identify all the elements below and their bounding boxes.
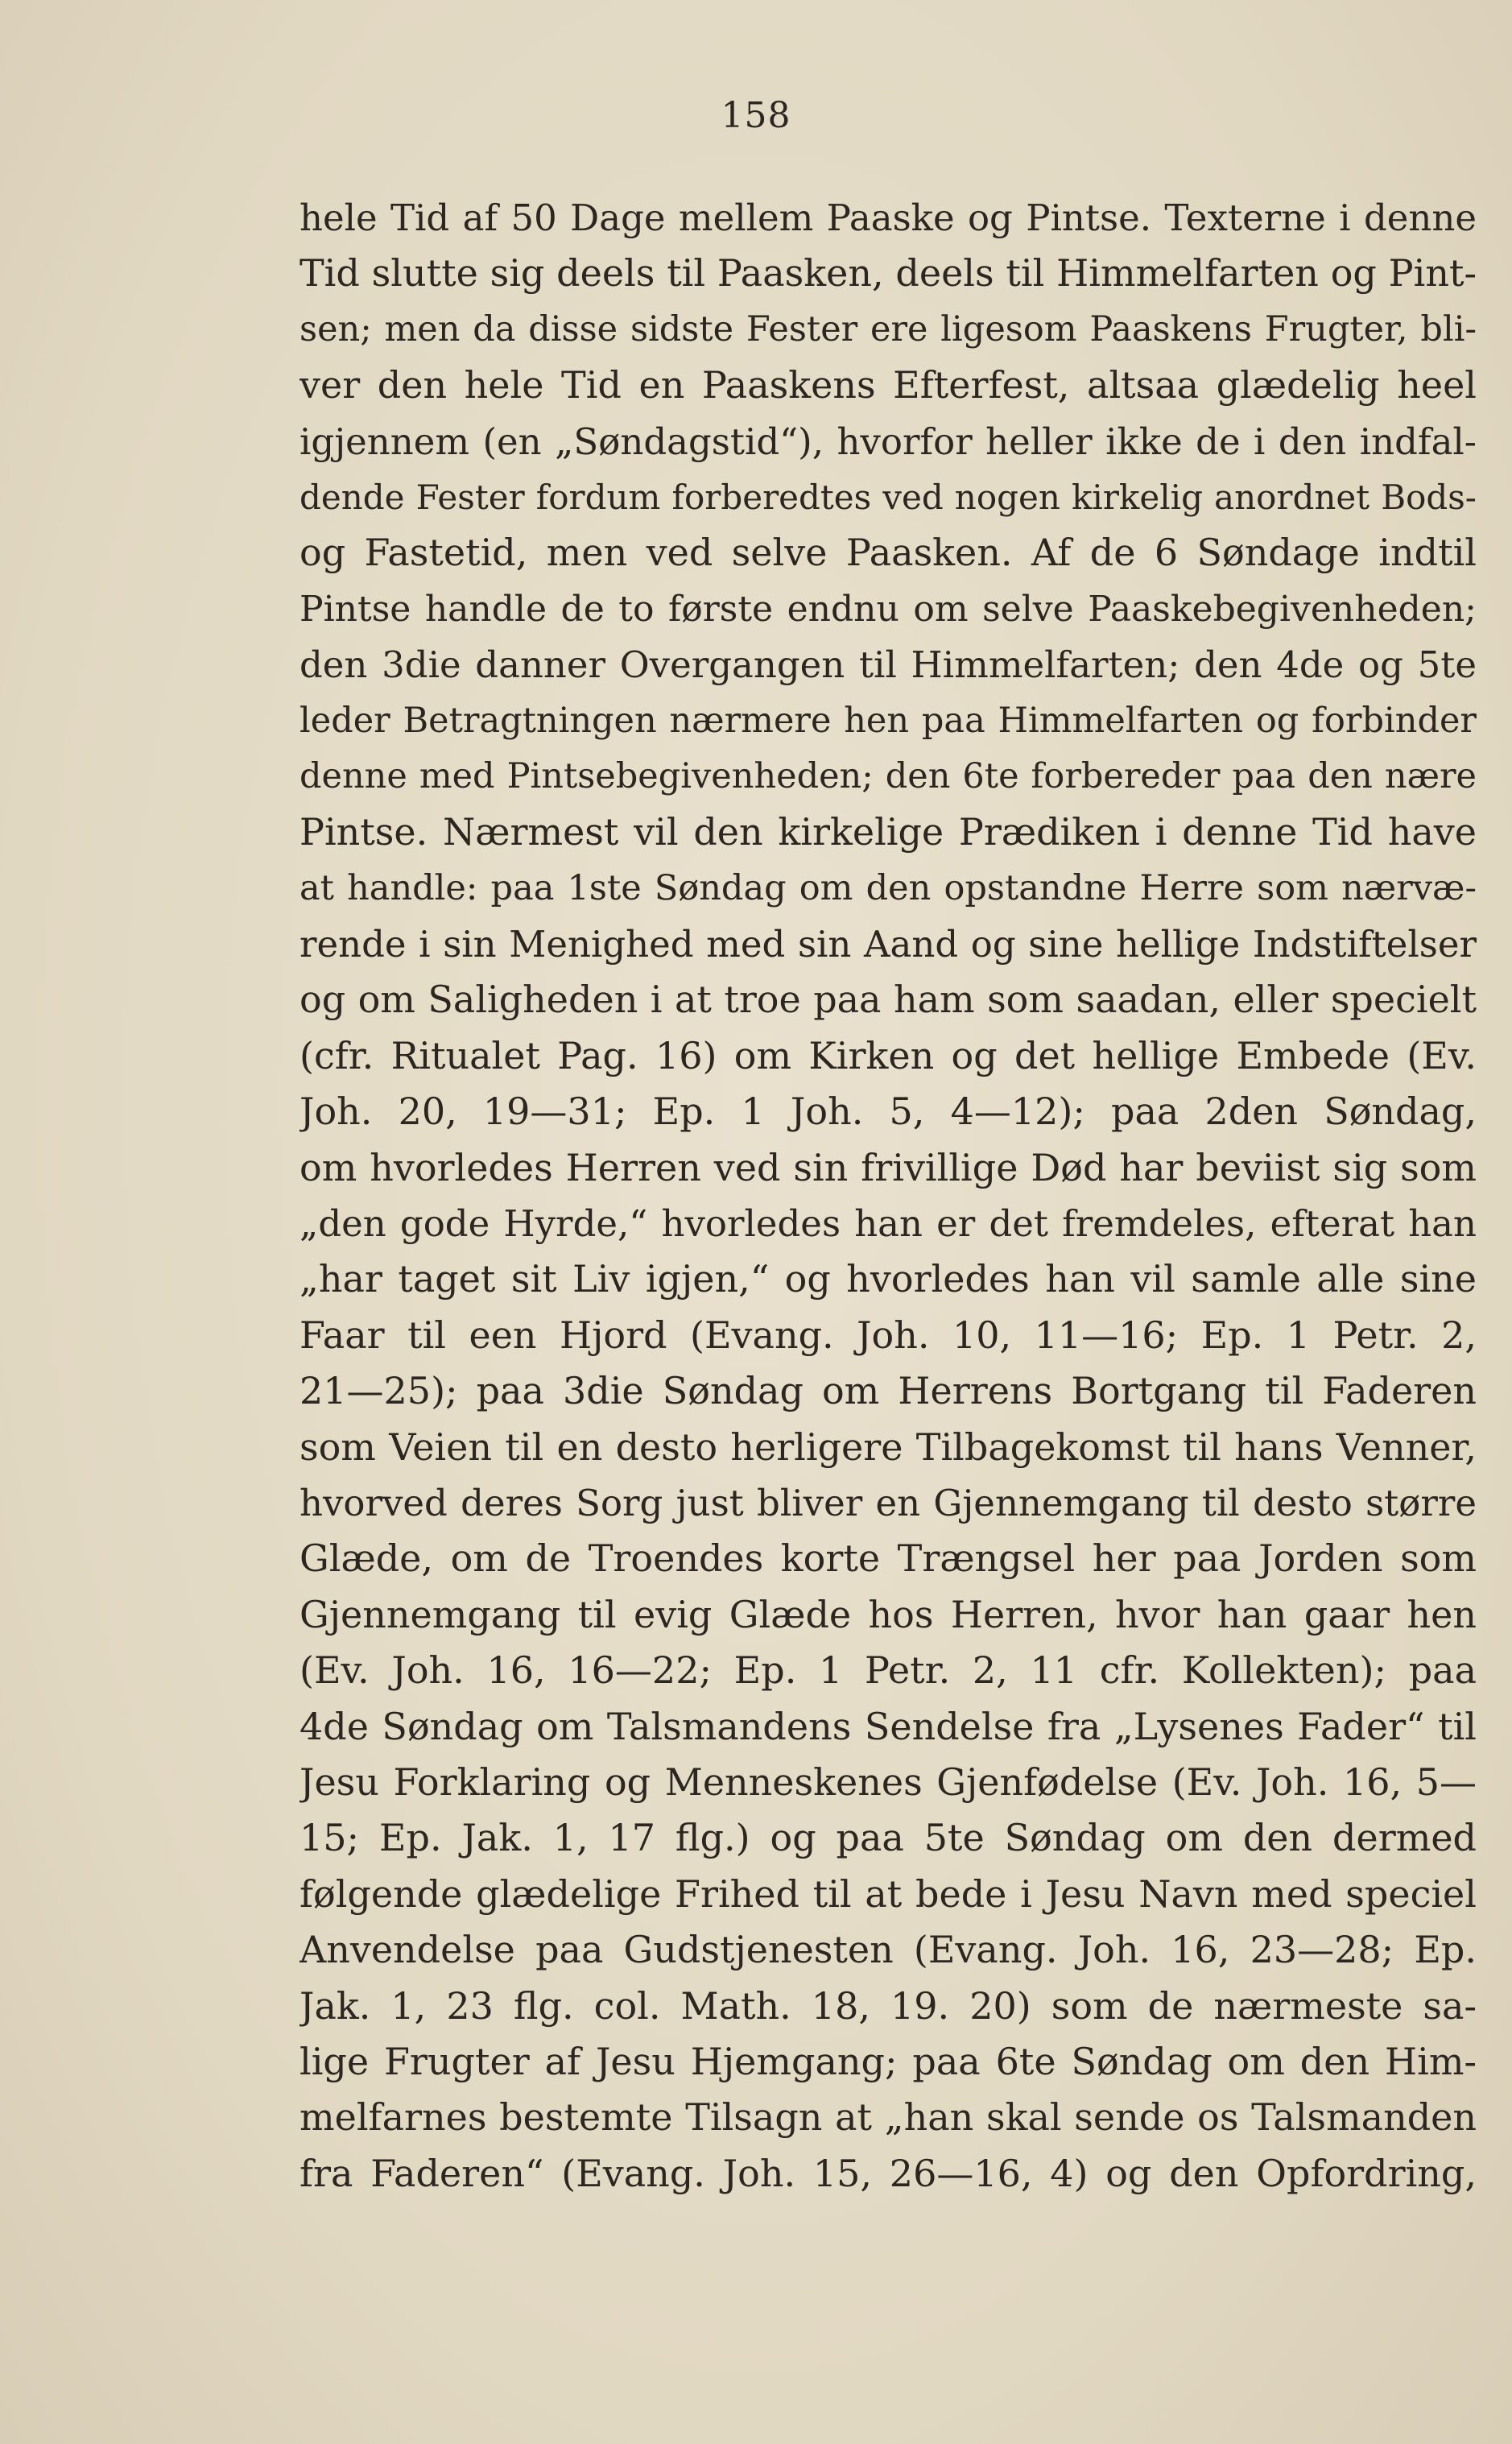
text-line: dende Fester fordum forberedtes ved nogen kirkelig anordnet Bods-	[300, 477, 1477, 517]
text-line: „den gode Hyrde,“ hvorledes han er det fremdeles, efterat han	[300, 1202, 1477, 1246]
text-line: 4de Søndag om Talsmandens Sendelse fra „Lysenes Fader“ til	[300, 1704, 1477, 1748]
text-line: igjennem (en „Søndagstid“), hvorfor heller ikke de i den indfal-	[300, 420, 1477, 463]
text-line: ver den hele Tid en Paaskens Efterfest, altsaa glædelig heel	[300, 363, 1477, 407]
text-line: Gjennemgang til evig Glæde hos Herren, hvor han gaar hen	[300, 1592, 1477, 1636]
text-line: Jak. 1, 23 flg. col. Math. 18, 19. 20) som de nærmeste sa-	[300, 1983, 1477, 2028]
text-line: om hvorledes Herren ved sin frivillige Død har beviist sig som	[300, 1145, 1477, 1189]
text-line: rende i sin Menighed med sin Aand og sine hellige Indstiftelser	[300, 923, 1477, 966]
text-line: Pintse handle de to første endnu om selve Paaskebegivenheden;	[300, 588, 1477, 630]
text-line: og om Saligheden i at troe paa ham som saadan, eller specielt	[300, 978, 1477, 1022]
text-line: leder Betragtningen nærmere hen paa Himmelfarten og forbinder	[300, 700, 1477, 741]
text-line: Glæde, om de Troendes korte Trængsel her paa Jorden som	[300, 1536, 1477, 1581]
text-line: at handle: paa 1ste Søndag om den opstandne Herre som nærvæ-	[300, 867, 1477, 908]
text-line: den 3die danner Overgangen til Himmelfarten; den 4de og 5te	[300, 643, 1477, 687]
text-line: Tid slutte sig deels til Paasken, deels til Himmelfarten og Pint-	[300, 251, 1477, 296]
text-line: Pintse. Nærmest vil den kirkelige Prædiken i denne Tid have	[300, 810, 1477, 854]
text-line: 21—25); paa 3die Søndag om Herrens Bortgang til Faderen	[300, 1369, 1477, 1413]
text-line: hele Tid af 50 Dage mellem Paaske og Pintse. Texterne i denne	[300, 196, 1477, 239]
body-text	[300, 190, 1477, 2202]
text-line: Joh. 20, 19—31; Ep. 1 Joh. 5, 4—12); paa 2den Søndag,	[300, 1090, 1477, 1134]
text-line: følgende glædelige Frihed til at bede i Jesu Navn med speciel	[300, 1871, 1477, 1916]
text-line: lige Frugter af Jesu Hjemgang; paa 6te Søndag om den Him-	[300, 2039, 1477, 2083]
text-line: 15; Ep. Jak. 1, 17 flg.) og paa 5te Søndag om den dermed	[300, 1816, 1477, 1860]
text-line: Jesu Forklaring og Menneskenes Gjenfødelse (Ev. Joh. 16, 5—	[300, 1760, 1477, 1804]
page-number: 158	[721, 95, 791, 136]
text-line: hvorved deres Sorg just bliver en Gjennemgang til desto større	[300, 1481, 1477, 1524]
text-line: (cfr. Ritualet Pag. 16) om Kirken og det hellige Embede (Ev.	[300, 1033, 1477, 1077]
text-line: fra Faderen“ (Evang. Joh. 15, 26—16, 4) og den Opfordring,	[300, 2151, 1477, 2195]
text-line: og Fastetid, men ved selve Paasken. Af de 6 Søndage indtil	[300, 531, 1477, 575]
text-line: denne med Pintsebegivenheden; den 6te forbereder paa den nære	[300, 755, 1477, 796]
text-line: Anvendelse paa Gudstjenesten (Evang. Joh. 16, 23—28; Ep.	[300, 1928, 1477, 1972]
text-line: „har taget sit Liv igjen,“ og hvorledes han vil samle alle sine	[300, 1257, 1477, 1301]
text-line: melfarnes bestemte Tilsagn at „han skal sende os Talsmanden	[300, 2095, 1477, 2140]
text-line: sen; men da disse sidste Fester ere ligesom Paaskens Frugter, bli-	[300, 308, 1477, 349]
text-line: som Veien til en desto herligere Tilbagekomst til hans Venner,	[300, 1425, 1477, 1469]
text-line: (Ev. Joh. 16, 16—22; Ep. 1 Petr. 2, 11 cfr. Kollekten); paa	[300, 1648, 1477, 1693]
text-line: Faar til een Hjord (Evang. Joh. 10, 11—16; Ep. 1 Petr. 2,	[300, 1313, 1477, 1357]
